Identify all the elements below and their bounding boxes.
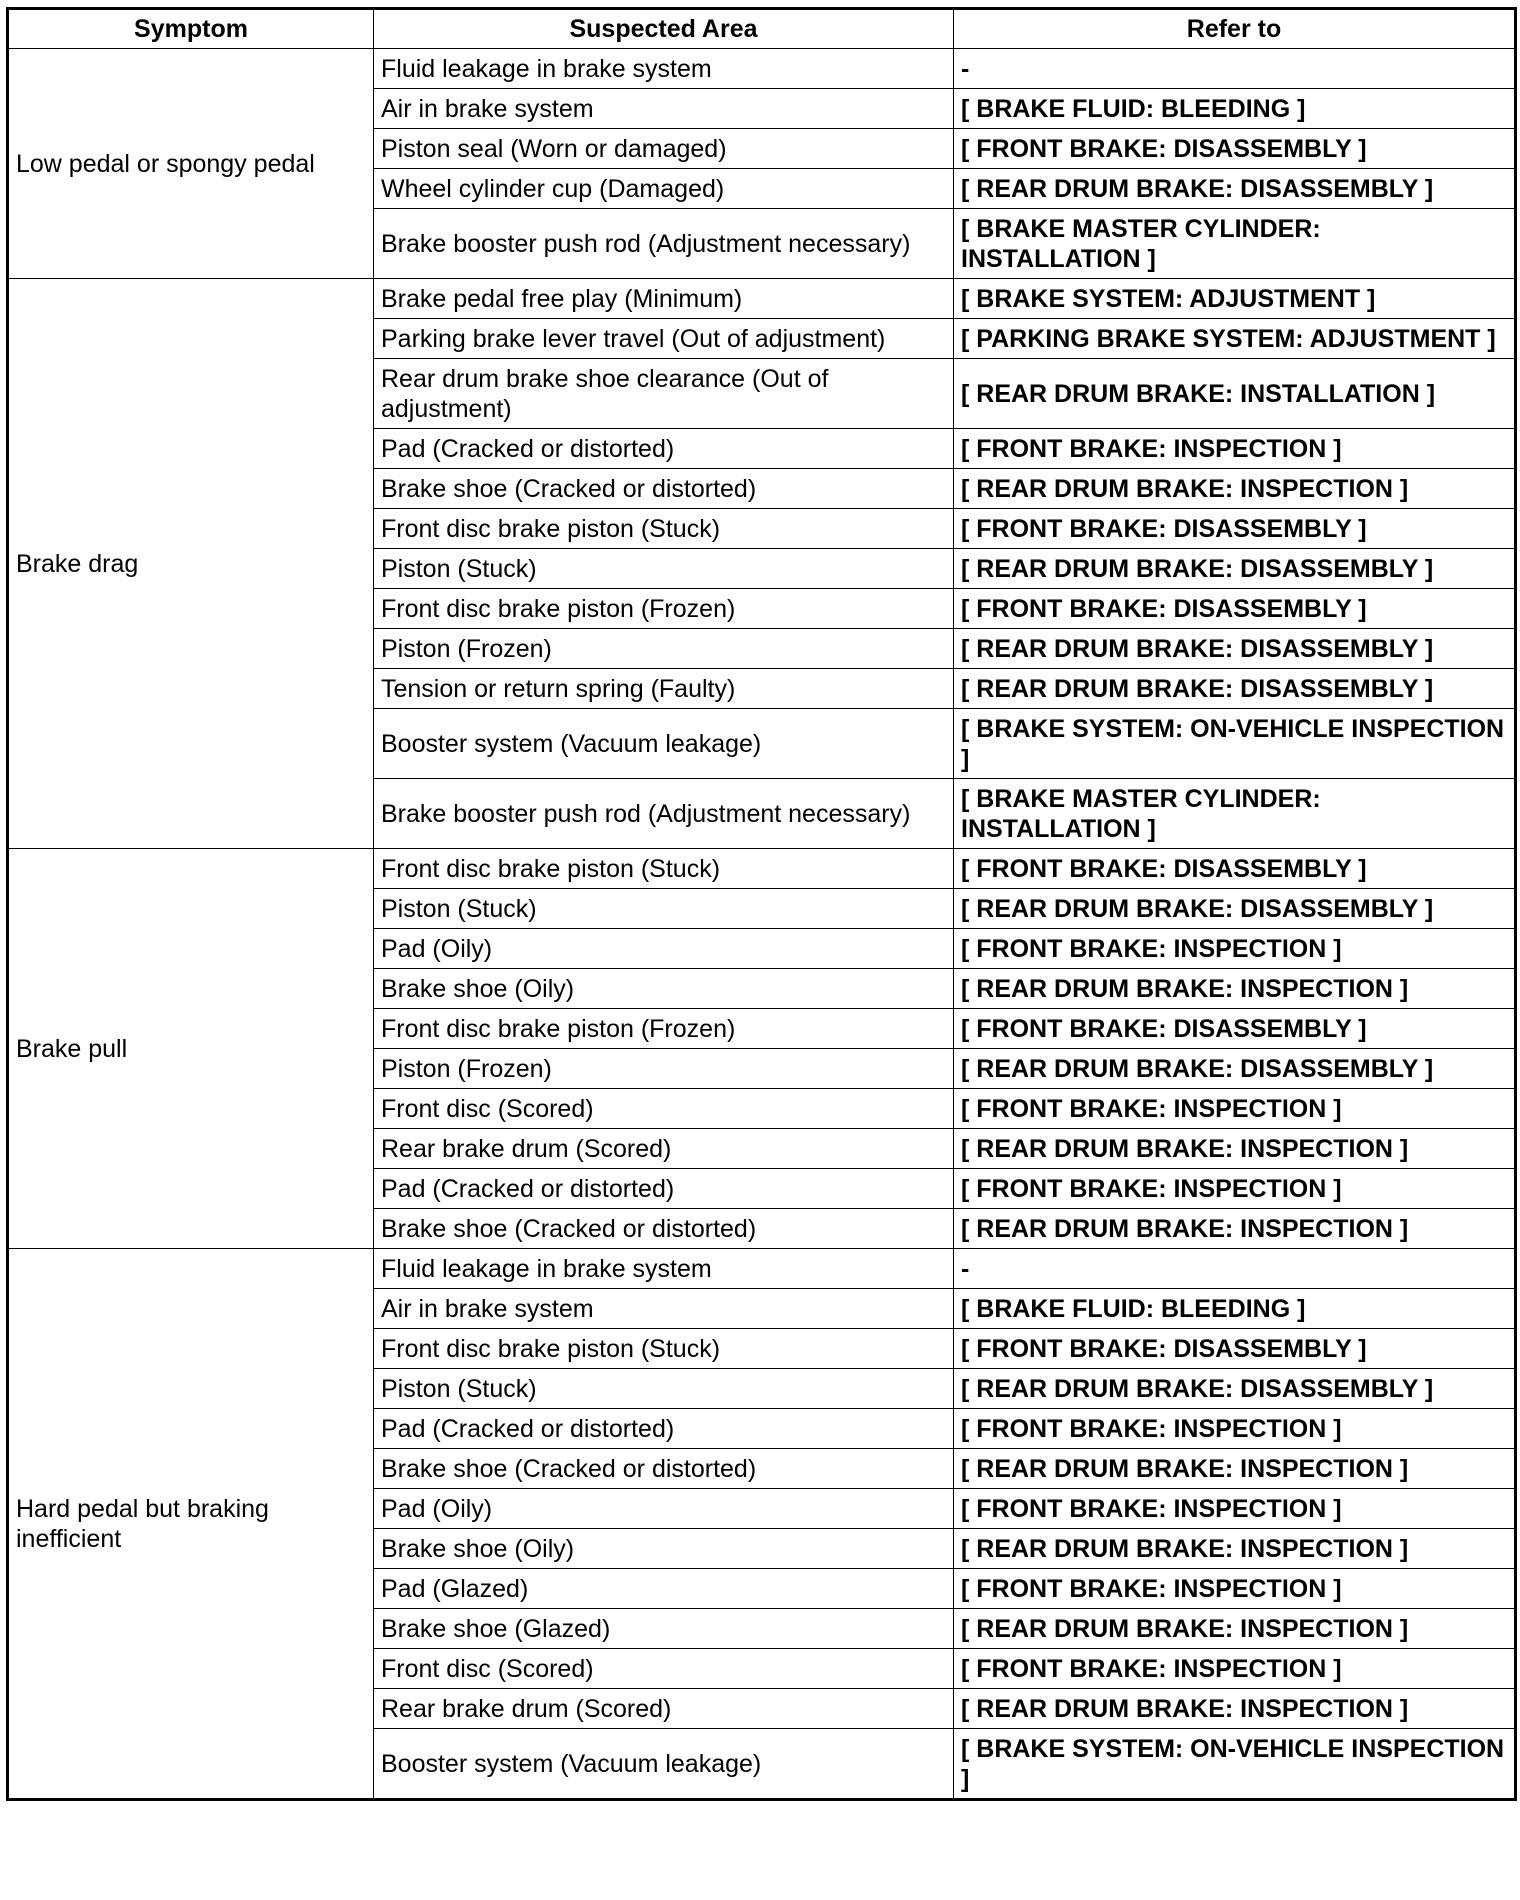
suspected-area-cell: Fluid leakage in brake system [374, 1249, 954, 1289]
symptom-cell: Brake pull [8, 849, 374, 1249]
symptom-cell: Brake drag [8, 279, 374, 849]
refer-to-cell: [ REAR DRUM BRAKE: INSTALLATION ] [954, 359, 1516, 429]
suspected-area-cell: Piston (Frozen) [374, 1049, 954, 1089]
refer-to-cell: [ REAR DRUM BRAKE: INSPECTION ] [954, 1449, 1516, 1489]
refer-to-cell: [ REAR DRUM BRAKE: DISASSEMBLY ] [954, 1049, 1516, 1089]
suspected-area-cell: Front disc brake piston (Frozen) [374, 589, 954, 629]
header-suspected-area: Suspected Area [374, 9, 954, 49]
suspected-area-cell: Brake shoe (Glazed) [374, 1609, 954, 1649]
refer-to-cell: - [954, 1249, 1516, 1289]
table-header [8, 9, 1516, 49]
refer-to-cell: [ REAR DRUM BRAKE: DISASSEMBLY ] [954, 169, 1516, 209]
suspected-area-cell: Fluid leakage in brake system [374, 49, 954, 89]
table-row [8, 49, 1516, 89]
suspected-area-cell: Brake shoe (Oily) [374, 1529, 954, 1569]
suspected-area-cell: Rear brake drum (Scored) [374, 1689, 954, 1729]
refer-to-cell: [ REAR DRUM BRAKE: INSPECTION ] [954, 1609, 1516, 1649]
troubleshooting-table [6, 7, 1517, 1801]
refer-to-cell: [ FRONT BRAKE: INSPECTION ] [954, 429, 1516, 469]
refer-to-cell: [ BRAKE SYSTEM: ON-VEHICLE INSPECTION ] [954, 709, 1516, 779]
refer-to-cell: [ REAR DRUM BRAKE: DISASSEMBLY ] [954, 1369, 1516, 1409]
suspected-area-cell: Booster system (Vacuum leakage) [374, 709, 954, 779]
suspected-area-cell: Front disc (Scored) [374, 1089, 954, 1129]
troubleshooting-table-container [6, 7, 1514, 1801]
suspected-area-cell: Brake booster push rod (Adjustment necessary) [374, 779, 954, 849]
refer-to-cell: [ REAR DRUM BRAKE: INSPECTION ] [954, 1129, 1516, 1169]
refer-to-cell: [ FRONT BRAKE: DISASSEMBLY ] [954, 1329, 1516, 1369]
refer-to-cell: [ REAR DRUM BRAKE: DISASSEMBLY ] [954, 889, 1516, 929]
suspected-area-cell: Front disc brake piston (Stuck) [374, 509, 954, 549]
refer-to-cell: [ FRONT BRAKE: INSPECTION ] [954, 1569, 1516, 1609]
suspected-area-cell: Piston (Frozen) [374, 629, 954, 669]
suspected-area-cell: Brake shoe (Cracked or distorted) [374, 1449, 954, 1489]
table-row [8, 279, 1516, 319]
suspected-area-cell: Brake shoe (Cracked or distorted) [374, 1209, 954, 1249]
suspected-area-cell: Front disc (Scored) [374, 1649, 954, 1689]
suspected-area-cell: Piston (Stuck) [374, 889, 954, 929]
refer-to-cell: [ REAR DRUM BRAKE: INSPECTION ] [954, 1689, 1516, 1729]
refer-to-cell: - [954, 49, 1516, 89]
refer-to-cell: [ FRONT BRAKE: DISASSEMBLY ] [954, 129, 1516, 169]
refer-to-cell: [ BRAKE MASTER CYLINDER: INSTALLATION ] [954, 779, 1516, 849]
refer-to-cell: [ FRONT BRAKE: DISASSEMBLY ] [954, 849, 1516, 889]
refer-to-cell: [ REAR DRUM BRAKE: INSPECTION ] [954, 1209, 1516, 1249]
header-row [8, 9, 1516, 49]
refer-to-cell: [ BRAKE SYSTEM: ADJUSTMENT ] [954, 279, 1516, 319]
table-row [8, 849, 1516, 889]
suspected-area-cell: Piston (Stuck) [374, 549, 954, 589]
refer-to-cell: [ BRAKE SYSTEM: ON-VEHICLE INSPECTION ] [954, 1729, 1516, 1800]
suspected-area-cell: Piston seal (Worn or damaged) [374, 129, 954, 169]
suspected-area-cell: Rear brake drum (Scored) [374, 1129, 954, 1169]
suspected-area-cell: Brake pedal free play (Minimum) [374, 279, 954, 319]
suspected-area-cell: Front disc brake piston (Stuck) [374, 849, 954, 889]
refer-to-cell: [ REAR DRUM BRAKE: DISASSEMBLY ] [954, 629, 1516, 669]
refer-to-cell: [ FRONT BRAKE: INSPECTION ] [954, 1409, 1516, 1449]
suspected-area-cell: Front disc brake piston (Stuck) [374, 1329, 954, 1369]
refer-to-cell: [ FRONT BRAKE: INSPECTION ] [954, 1649, 1516, 1689]
suspected-area-cell: Pad (Oily) [374, 929, 954, 969]
refer-to-cell: [ FRONT BRAKE: INSPECTION ] [954, 1169, 1516, 1209]
symptom-cell: Hard pedal but braking inefficient [8, 1249, 374, 1800]
refer-to-cell: [ FRONT BRAKE: DISASSEMBLY ] [954, 1009, 1516, 1049]
header-refer-to: Refer to [954, 9, 1516, 49]
refer-to-cell: [ REAR DRUM BRAKE: INSPECTION ] [954, 469, 1516, 509]
suspected-area-cell: Pad (Cracked or distorted) [374, 1169, 954, 1209]
suspected-area-cell: Brake shoe (Oily) [374, 969, 954, 1009]
suspected-area-cell: Booster system (Vacuum leakage) [374, 1729, 954, 1800]
suspected-area-cell: Pad (Cracked or distorted) [374, 1409, 954, 1449]
suspected-area-cell: Pad (Cracked or distorted) [374, 429, 954, 469]
refer-to-cell: [ BRAKE FLUID: BLEEDING ] [954, 89, 1516, 129]
suspected-area-cell: Pad (Glazed) [374, 1569, 954, 1609]
refer-to-cell: [ BRAKE MASTER CYLINDER: INSTALLATION ] [954, 209, 1516, 279]
refer-to-cell: [ REAR DRUM BRAKE: INSPECTION ] [954, 969, 1516, 1009]
refer-to-cell: [ PARKING BRAKE SYSTEM: ADJUSTMENT ] [954, 319, 1516, 359]
refer-to-cell: [ FRONT BRAKE: INSPECTION ] [954, 1489, 1516, 1529]
refer-to-cell: [ REAR DRUM BRAKE: INSPECTION ] [954, 1529, 1516, 1569]
suspected-area-cell: Brake shoe (Cracked or distorted) [374, 469, 954, 509]
suspected-area-cell: Air in brake system [374, 1289, 954, 1329]
table-row [8, 1249, 1516, 1289]
suspected-area-cell: Rear drum brake shoe clearance (Out of adjustment) [374, 359, 954, 429]
refer-to-cell: [ FRONT BRAKE: DISASSEMBLY ] [954, 509, 1516, 549]
refer-to-cell: [ REAR DRUM BRAKE: DISASSEMBLY ] [954, 549, 1516, 589]
refer-to-cell: [ FRONT BRAKE: INSPECTION ] [954, 929, 1516, 969]
suspected-area-cell: Wheel cylinder cup (Damaged) [374, 169, 954, 209]
table-body [8, 49, 1516, 1800]
suspected-area-cell: Tension or return spring (Faulty) [374, 669, 954, 709]
suspected-area-cell: Brake booster push rod (Adjustment necessary) [374, 209, 954, 279]
suspected-area-cell: Pad (Oily) [374, 1489, 954, 1529]
suspected-area-cell: Piston (Stuck) [374, 1369, 954, 1409]
suspected-area-cell: Parking brake lever travel (Out of adjustment) [374, 319, 954, 359]
refer-to-cell: [ REAR DRUM BRAKE: DISASSEMBLY ] [954, 669, 1516, 709]
header-symptom: Symptom [8, 9, 374, 49]
refer-to-cell: [ FRONT BRAKE: INSPECTION ] [954, 1089, 1516, 1129]
suspected-area-cell: Air in brake system [374, 89, 954, 129]
symptom-cell: Low pedal or spongy pedal [8, 49, 374, 279]
refer-to-cell: [ BRAKE FLUID: BLEEDING ] [954, 1289, 1516, 1329]
suspected-area-cell: Front disc brake piston (Frozen) [374, 1009, 954, 1049]
refer-to-cell: [ FRONT BRAKE: DISASSEMBLY ] [954, 589, 1516, 629]
